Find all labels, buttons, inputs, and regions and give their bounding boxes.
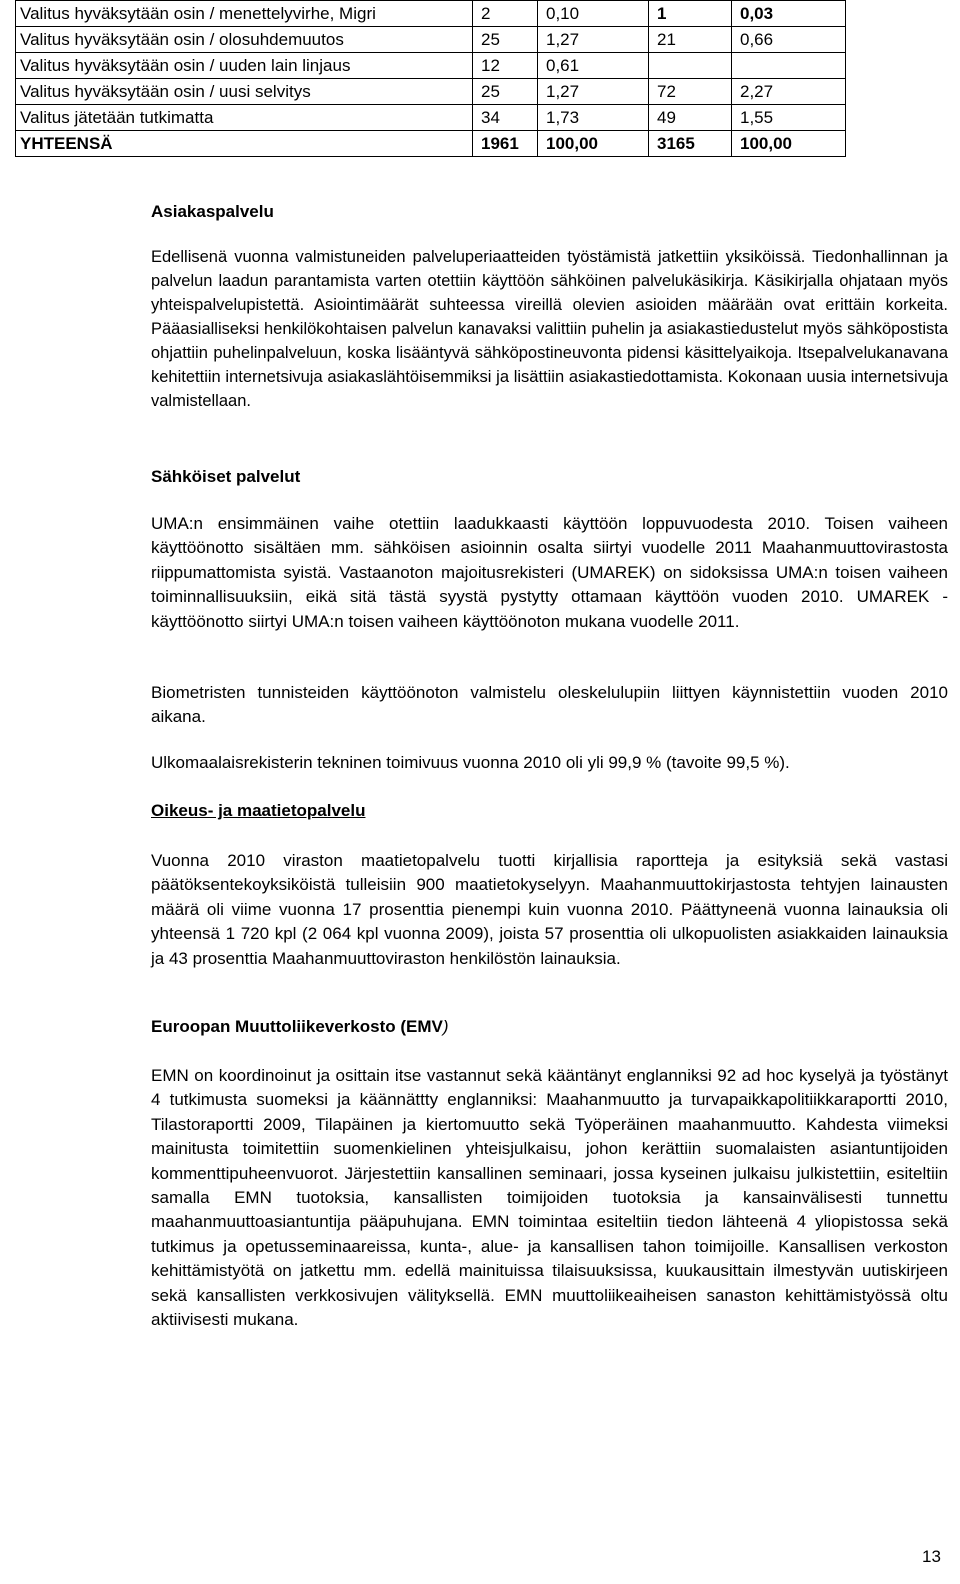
table-cell-c4: 0,03: [732, 1, 846, 27]
table-cell-c4: [732, 53, 846, 79]
table-cell-c4: 2,27: [732, 79, 846, 105]
heading-sahkoiset-palvelut: Sähköiset palvelut: [151, 467, 301, 486]
heading-emn-text: Euroopan Muuttoliikeverkosto (EMV: [151, 1017, 443, 1036]
paragraph-emn: EMN on koordinoinut ja osittain itse vastannut sekä kääntänyt englanniksi 92 ad hoc kyselyä ja työstänyt 4 tutkimusta suomeksi ja käännättty englanniksi: Maahanmuutto ja turvapaikkapolitiikkaraportti 2010, Tilastoraportti 2009, Tilapäinen ja kiertomuutto sekä Työperäinen maahanmuutto. Kahdesta viimeksi mainitusta toimitettiin suomenkielinen yhteisjulkaisu, johon kerättiin suomalaisten asiantuntijoiden kommenttipuheenvuorot. Järjestettiin kansallinen seminaari, jossa kyseinen julkaisu julkistettiin, esiteltiin samalla EMN tuotoksia, kansallisten toimijoiden tuotoksia ja kansainvälisesti tunnettu maahanmuuttoasiantuntija pääpuhujana. EMN toimintaa esiteltiin tiedon lähteenä 4 yliopistossa sekä tutkimus ja opetusseminaareissa, kunta-, alue- ja kansallisen tahon toimijoille. Kansallisen verkoston kehittämistyötä on jatkettu mm. edellä mainituissa tilaisuuksissa, kuukausittain ilmestyvän uutiskirjeen sekä kansallisten verkkosivujen välityksellä. EMN muuttoliikeaiheisen sanaston kehittämistyössä oltu aktiivisesti mukana.: [151, 1066, 948, 1330]
table-cell-c3: [649, 53, 732, 79]
table-row: [16, 105, 846, 131]
table-cell-c3: 1: [649, 1, 732, 27]
paragraph-asiakaspalvelu: Edellisenä vuonna valmistuneiden palveluperiaatteiden työstämistä jatkettiin yksiköissä. Tiedonhallinnan ja palvelun laadun parantamista varten otettiin käyttöön sähköinen palvelukäsikirja. Käsikirjalla ohjataan myös yhteispalvelupistettä. Asiointimäärät suhteessa vireillä olevien asioiden määrään ovat erittäin korkeita. Pääasialliseksi henkilökohtaisen palvelun kanavaksi valittiin puhelin ja asiakastiedustelut myös sähköpostista ohjattiin puhelinpalveluun, koska lisääntyvä sähköpostineuvonta pidensi käsittelyaikoja. Itsepalvelukanavana kehitettiin internetsivuja asiakaslähtöisemmiksi ja lisättiin asiakastiedottamista. Kokonaan uusia internetsivuja valmistellaan.: [151, 248, 948, 410]
paragraph-sahkoiset-3: Ulkomaalaisrekisterin tekninen toimivuus vuonna 2010 oli yli 99,9 % (tavoite 99,5 %).: [151, 753, 790, 772]
table-cell-c3: 72: [649, 79, 732, 105]
page-number: 13: [922, 1547, 941, 1566]
statistics-table: [15, 0, 846, 157]
table-cell-c4: 100,00: [732, 131, 846, 157]
table-row: [16, 1, 846, 27]
table-cell-label: Valitus hyväksytään osin / uusi selvitys: [16, 79, 473, 105]
table-cell-c2: 100,00: [538, 131, 649, 157]
paragraph-sahkoiset-2: Biometristen tunnisteiden käyttöönoton valmistelu oleskelulupiin liittyen käynnistettiin vuoden 2010 aikana.: [151, 683, 948, 727]
table-cell-c4: 1,55: [732, 105, 846, 131]
table-cell-label: Valitus hyväksytään osin / olosuhdemuutos: [16, 27, 473, 53]
table-cell-c3: 3165: [649, 131, 732, 157]
table-cell-c1: 12: [473, 53, 538, 79]
table-cell-c1: 2: [473, 1, 538, 27]
table-cell-label: Valitus hyväksytään osin / menettelyvirhe, Migri: [16, 1, 473, 27]
table-cell-c1: 1961: [473, 131, 538, 157]
table-cell-c2: 1,73: [538, 105, 649, 131]
heading-emn: [151, 1017, 449, 1037]
table-cell-c2: 0,61: [538, 53, 649, 79]
table-cell-c1: 34: [473, 105, 538, 131]
table-cell-label: Valitus hyväksytään osin / uuden lain linjaus: [16, 53, 473, 79]
heading-oikeus-ja-maatietopalvelu: Oikeus- ja maatietopalvelu: [151, 801, 366, 820]
table-cell-c3: 49: [649, 105, 732, 131]
table-cell-c4: 0,66: [732, 27, 846, 53]
table-cell-label: Valitus jätetään tutkimatta: [16, 105, 473, 131]
table-cell-c1: 25: [473, 27, 538, 53]
table-cell-c3: 21: [649, 27, 732, 53]
table-cell-c2: 1,27: [538, 27, 649, 53]
table-row: [16, 27, 846, 53]
heading-emn-paren: ): [442, 1017, 449, 1036]
paragraph-oikeus: Vuonna 2010 viraston maatietopalvelu tuotti kirjallisia raportteja ja esityksiä sekä vastasi päätöksentekoyksiköistä tulleisiin 900 maatietokyselyyn. Maahanmuuttokirjastosta tehtyjen lainausten määrä oli viime vuonna 17 prosenttia pienempi kuin vuonna 2010. Päättyneenä vuonna lainauksia oli yhteensä 1 720 kpl (2 064 kpl vuonna 2009), joista 57 prosenttia oli ulkopuolisten asiakkaiden lainauksia ja 43 prosenttia Maahanmuuttoviraston henkilöstön lainauksia.: [151, 851, 948, 968]
table-row: [16, 131, 846, 157]
table-cell-c2: 1,27: [538, 79, 649, 105]
table-cell-c1: 25: [473, 79, 538, 105]
table-cell-label: YHTEENSÄ: [16, 131, 473, 157]
heading-asiakaspalvelu: Asiakaspalvelu: [151, 202, 274, 221]
table-row: [16, 53, 846, 79]
table-row: [16, 79, 846, 105]
table-cell-c2: 0,10: [538, 1, 649, 27]
paragraph-sahkoiset-1: UMA:n ensimmäinen vaihe otettiin laadukkaasti käyttöön loppuvuodesta 2010. Toisen vaiheen käyttöönotto sisältäen mm. sähköisen asioinnin osalta siirtyi vuodelle 2011 Maahanmuuttovirastosta riippumattomista syistä. Vastaanoton majoitusrekisteri (UMAREK) on sidoksissa UMA:n toisen vaiheen toiminnallisuuksiin, eikä sitä tästä syystä pystytty ottamaan käyttöön vuoden 2010. UMAREK -käyttöönotto siirtyi UMA:n toisen vaiheen käyttöönoton mukana vuodelle 2011.: [151, 514, 948, 631]
